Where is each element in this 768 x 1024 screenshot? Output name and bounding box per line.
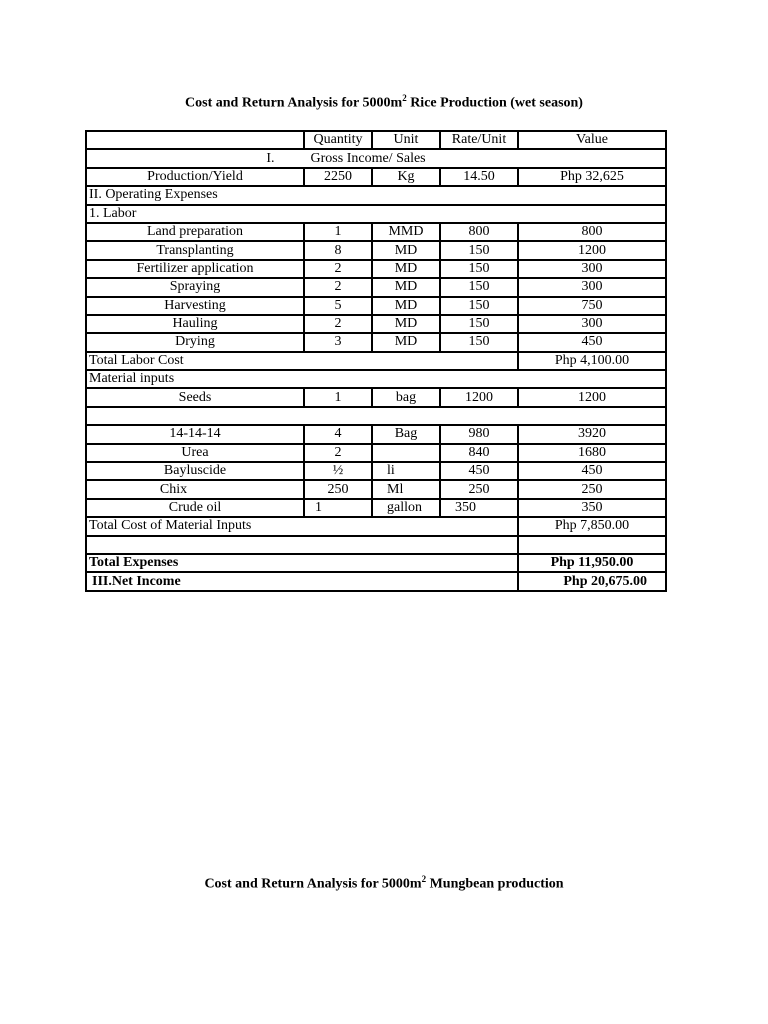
gross-income-cell [86, 149, 666, 167]
rate-cell: 800 [440, 223, 518, 241]
table-row [86, 315, 666, 333]
net-income-value: Php 20,675.00 [518, 572, 666, 590]
empty-row [86, 407, 666, 425]
rate-cell: 150 [440, 241, 518, 259]
total-labor-row [86, 352, 666, 370]
labor-label: 1. Labor [86, 205, 666, 223]
quantity-cell: 3 [304, 333, 372, 351]
value-cell: 800 [518, 223, 666, 241]
unit-cell: MD [372, 241, 440, 259]
rate-cell: 150 [440, 278, 518, 296]
item-cell: Harvesting [86, 297, 304, 315]
net-income-label: III.Net Income [86, 572, 518, 590]
total-expenses-label: Total Expenses [86, 554, 518, 572]
total-labor-value: Php 4,100.00 [518, 352, 666, 370]
unit-cell: MD [372, 315, 440, 333]
rate-cell: 150 [440, 315, 518, 333]
title-text-end: Rice Production (wet season) [406, 95, 583, 111]
unit-cell: bag [372, 388, 440, 406]
labor-header-row [86, 205, 666, 223]
rate-cell: 450 [440, 462, 518, 480]
empty-cell [86, 536, 518, 554]
quantity-cell: 2 [304, 315, 372, 333]
item-cell: Crude oil [86, 499, 304, 517]
value-cell: 1200 [518, 388, 666, 406]
unit-cell: MD [372, 260, 440, 278]
item-cell: Chix [86, 480, 304, 498]
header-blank [86, 131, 304, 149]
value-cell: 3920 [518, 425, 666, 443]
unit-cell [372, 444, 440, 462]
table-row [86, 480, 666, 498]
quantity-cell: ½ [304, 462, 372, 480]
table-row [86, 388, 666, 406]
value-cell: 300 [518, 278, 666, 296]
table-header-row [86, 131, 666, 149]
quantity-cell: 2 [304, 260, 372, 278]
rate-cell: 350 [440, 499, 518, 517]
quantity-cell: 5 [304, 297, 372, 315]
rate-cell: 1200 [440, 388, 518, 406]
total-material-row [86, 517, 666, 535]
production-row [86, 168, 666, 186]
empty-cell [518, 536, 666, 554]
title-superscript: 2 [402, 93, 407, 103]
value-cell: 300 [518, 260, 666, 278]
value-cell: 1200 [518, 241, 666, 259]
empty-cell [86, 407, 666, 425]
unit-cell: Kg [372, 168, 440, 186]
item-cell: Spraying [86, 278, 304, 296]
rate-cell: 150 [440, 297, 518, 315]
unit-cell: li [372, 462, 440, 480]
quantity-cell: 4 [304, 425, 372, 443]
item-cell: Bayluscide [86, 462, 304, 480]
material-inputs-label: Material inputs [86, 370, 666, 388]
total-material-value: Php 7,850.00 [518, 517, 666, 535]
unit-cell: MD [372, 333, 440, 351]
quantity-cell: 250 [304, 480, 372, 498]
table-row [86, 297, 666, 315]
rate-cell: 250 [440, 480, 518, 498]
header-value: Value [518, 131, 666, 149]
table-row [86, 241, 666, 259]
quantity-cell: 1 [304, 499, 372, 517]
value-cell: 450 [518, 333, 666, 351]
operating-expenses-row [86, 186, 666, 204]
rate-cell: 980 [440, 425, 518, 443]
title-text: Cost and Return Analysis for 5000m [204, 876, 422, 892]
rate-cell: 840 [440, 444, 518, 462]
value-cell: 300 [518, 315, 666, 333]
value-cell: 750 [518, 297, 666, 315]
header-unit: Unit [372, 131, 440, 149]
net-income-row [86, 572, 666, 590]
item-cell: Seeds [86, 388, 304, 406]
unit-cell: MD [372, 278, 440, 296]
material-header-row [86, 370, 666, 388]
operating-expenses-label: II. Operating Expenses [86, 186, 666, 204]
total-labor-label: Total Labor Cost [86, 352, 518, 370]
rate-cell: 150 [440, 333, 518, 351]
item-cell: Fertilizer application [86, 260, 304, 278]
item-cell: Transplanting [86, 241, 304, 259]
value-cell: 450 [518, 462, 666, 480]
rate-cell: 14.50 [440, 168, 518, 186]
item-cell: Land preparation [86, 223, 304, 241]
table-row [86, 260, 666, 278]
quantity-cell: 1 [304, 388, 372, 406]
item-cell: Urea [86, 444, 304, 462]
rice-cost-return-table [85, 130, 667, 592]
value-cell: 250 [518, 480, 666, 498]
quantity-cell: 2250 [304, 168, 372, 186]
table-title [0, 93, 768, 112]
table-row [86, 333, 666, 351]
item-cell: 14-14-14 [86, 425, 304, 443]
table-row [86, 278, 666, 296]
rate-cell: 150 [440, 260, 518, 278]
table-row [86, 462, 666, 480]
total-material-label: Total Cost of Material Inputs [86, 517, 518, 535]
total-expenses-value: Php 11,950.00 [518, 554, 666, 572]
table-row [86, 444, 666, 462]
quantity-cell: 1 [304, 223, 372, 241]
gross-income-row [86, 149, 666, 167]
unit-cell: gallon [372, 499, 440, 517]
total-expenses-row [86, 554, 666, 572]
quantity-cell: 2 [304, 444, 372, 462]
quantity-cell: 8 [304, 241, 372, 259]
item-cell: Drying [86, 333, 304, 351]
unit-cell: Ml [372, 480, 440, 498]
empty-row [86, 536, 666, 554]
table-row [86, 425, 666, 443]
value-cell: 1680 [518, 444, 666, 462]
table-row [86, 223, 666, 241]
title-text: Cost and Return Analysis for 5000m [185, 95, 403, 111]
title-text-end: Mungbean production [426, 876, 564, 892]
unit-cell: MMD [372, 223, 440, 241]
table-row [86, 499, 666, 517]
value-cell: 350 [518, 499, 666, 517]
section-number: I. [266, 150, 275, 166]
header-rate: Rate/Unit [440, 131, 518, 149]
header-quantity: Quantity [304, 131, 372, 149]
unit-cell: Bag [372, 425, 440, 443]
item-cell: Production/Yield [86, 168, 304, 186]
item-cell: Hauling [86, 315, 304, 333]
quantity-cell: 2 [304, 278, 372, 296]
section-title [0, 874, 768, 893]
title-superscript: 2 [421, 874, 427, 884]
value-cell: Php 32,625 [518, 168, 666, 186]
section-label: Gross Income/ Sales [310, 150, 426, 166]
unit-cell: MD [372, 297, 440, 315]
